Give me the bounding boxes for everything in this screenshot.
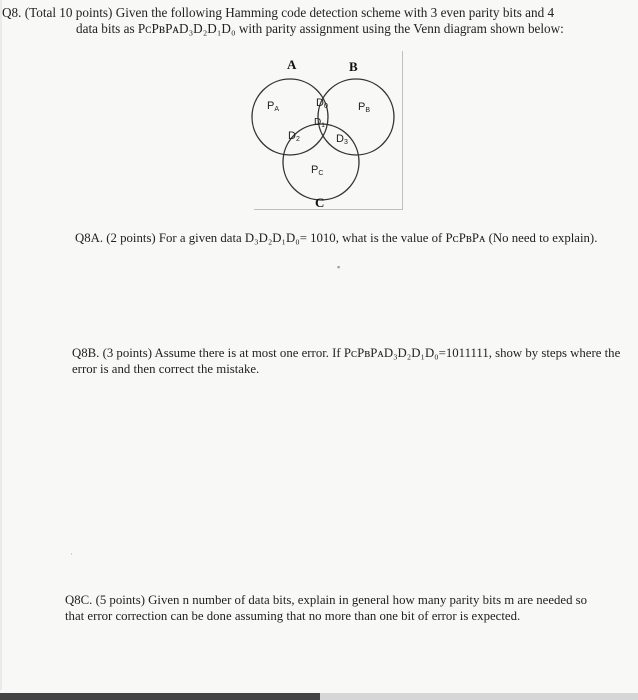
region-d0: D0 — [316, 97, 328, 110]
venn-diagram — [238, 52, 408, 212]
circle-b — [318, 79, 394, 155]
region-d3: D3 — [336, 133, 348, 146]
region-pc: PC — [311, 164, 324, 177]
page-edge — [0, 0, 2, 690]
question-heading: Q8. (Total 10 points) Given the following Hamming code detection scheme with 3 even parity bits and 4 — [2, 5, 555, 20]
question-heading-continued: data bits as PᴄPʙPᴀD₃D₂D₁D₀ with parity assignment using the Venn diagram shown below: — [76, 21, 564, 36]
region-pa: PA — [267, 100, 280, 113]
stray-mark-2: · — [70, 549, 73, 559]
question-8a: Q8A. (2 points) For a given data D₃D₂D₁D₀= 1010, what is the value of PᴄPʙPᴀ (No need to explain). — [75, 231, 598, 245]
label-c: C — [315, 195, 325, 210]
stray-mark: ▪ — [337, 262, 341, 272]
label-b: B — [349, 59, 358, 74]
region-d2: D2 — [288, 130, 300, 143]
bottom-bar-light — [320, 693, 638, 700]
region-pb: PB — [358, 101, 371, 114]
question-8c: Q8C. (5 points) Given n number of data bits, explain in general how many parity bits m are needed so that error correction can be done assuming that no more than one bit of error is expected. — [65, 593, 588, 623]
bottom-bar — [0, 693, 638, 700]
question-8b: Q8B. (3 points) Assume there is at most one error. If PᴄPʙPᴀD₃D₂D₁D₀=1011111, show by steps where the error is and then correct the mistake. — [72, 346, 621, 376]
label-a: A — [287, 57, 297, 72]
region-d1: $D_1$ — [314, 117, 325, 129]
